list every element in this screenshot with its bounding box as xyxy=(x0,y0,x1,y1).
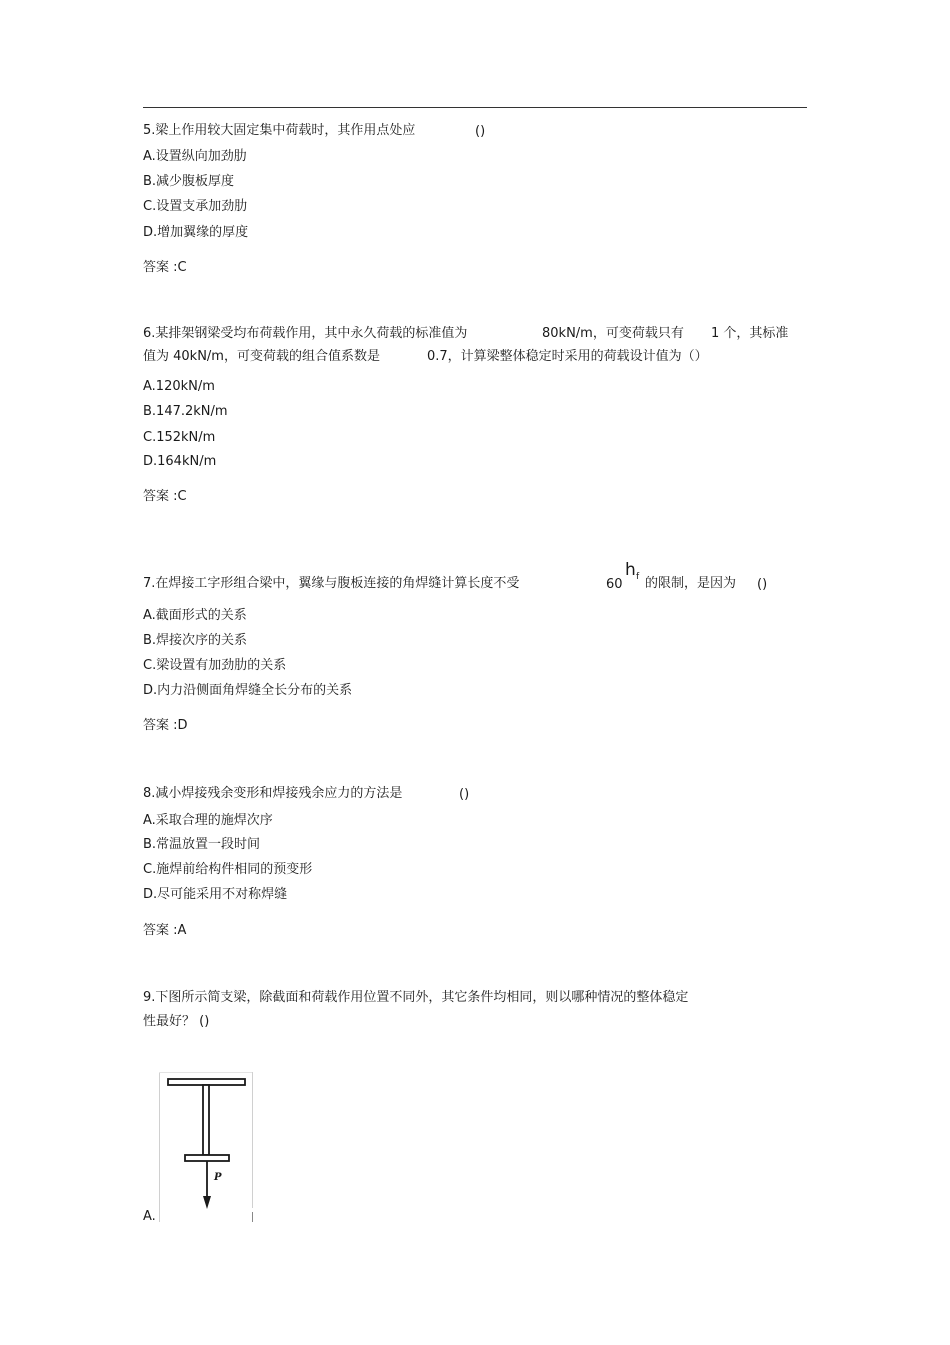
question-8-answer: 答案 :A xyxy=(143,923,187,938)
question-7-option-c: C.梁设置有加劲肋的关系 xyxy=(143,658,287,673)
question-7-paren: () xyxy=(757,577,768,592)
question-7-option-a: A.截面形式的关系 xyxy=(143,608,247,623)
question-7-option-d: D.内力沿侧面角焊缝全长分布的关系 xyxy=(143,683,353,698)
question-9-text-line-1: 9.下图所示简支梁，除截面和荷载作用位置不同外，其它条件均相同，则以哪种情况的整体稳定 xyxy=(143,990,689,1005)
question-6-option-a: A.120kN/m xyxy=(143,379,215,394)
question-8-option-a: A.采取合理的施焊次序 xyxy=(143,813,273,828)
question-7-number: 60 xyxy=(606,577,623,592)
question-7-symbol-h: h xyxy=(625,560,636,580)
question-6-text-part-2: 80kN/m，可变荷载只有 xyxy=(542,326,684,341)
question-7-text-tail: 的限制，是因为 xyxy=(645,576,737,591)
web xyxy=(203,1085,209,1155)
question-7-answer: 答案 :D xyxy=(143,718,188,733)
question-8-option-b: B.常温放置一段时间 xyxy=(143,837,261,852)
question-7-symbol-subscript: f xyxy=(636,572,640,582)
question-6-text-part-4: 值为 40kN/m，可变荷载的组合值系数是 xyxy=(143,349,380,364)
question-5-text: 5.梁上作用较大固定集中荷载时，其作用点处应 xyxy=(143,123,416,138)
beam-section-figure xyxy=(159,1072,253,1222)
top-flange xyxy=(168,1079,245,1085)
question-8-paren: () xyxy=(459,787,470,802)
question-9-text-line-2: 性最好？ () xyxy=(143,1014,210,1029)
question-7-text: 7.在焊接工字形组合梁中，翼缘与腹板连接的角焊缝计算长度不受 xyxy=(143,576,520,591)
question-6-text-part-1: 6.某排架钢梁受均布荷载作用，其中永久荷载的标准值为 xyxy=(143,326,468,341)
question-5-option-c: C.设置支承加劲肋 xyxy=(143,199,248,214)
i-beam-diagram xyxy=(159,1072,253,1222)
question-5-option-b: B.减少腹板厚度 xyxy=(143,174,235,189)
question-6-answer: 答案 :C xyxy=(143,489,187,504)
question-5-option-d: D.增加翼缘的厚度 xyxy=(143,225,249,240)
question-8-text: 8.减小焊接残余变形和焊接残余应力的方法是 xyxy=(143,786,403,801)
question-5-option-a: A.设置纵向加劲肋 xyxy=(143,149,247,164)
bottom-flange xyxy=(185,1155,229,1161)
question-8-option-c: C.施焊前给构件相同的预变形 xyxy=(143,862,313,877)
question-6-text-part-3: 1 个，其标准 xyxy=(711,326,789,341)
load-label: P xyxy=(214,1172,222,1183)
question-6-option-c: C.152kN/m xyxy=(143,430,216,445)
load-arrow-head xyxy=(203,1196,211,1209)
question-9-option-a-label: A. xyxy=(143,1209,156,1224)
header-rule xyxy=(143,107,807,108)
question-6-option-d: D.164kN/m xyxy=(143,454,217,469)
question-5-answer: 答案 :C xyxy=(143,260,187,275)
question-8-option-d: D.尽可能采用不对称焊缝 xyxy=(143,887,288,902)
question-7-option-b: B.焊接次序的关系 xyxy=(143,633,248,648)
question-6-text-part-5: 0.7，计算梁整体稳定时采用的荷载设计值为（） xyxy=(427,349,708,364)
question-6-option-b: B.147.2kN/m xyxy=(143,404,228,419)
question-5-paren: () xyxy=(475,124,486,139)
